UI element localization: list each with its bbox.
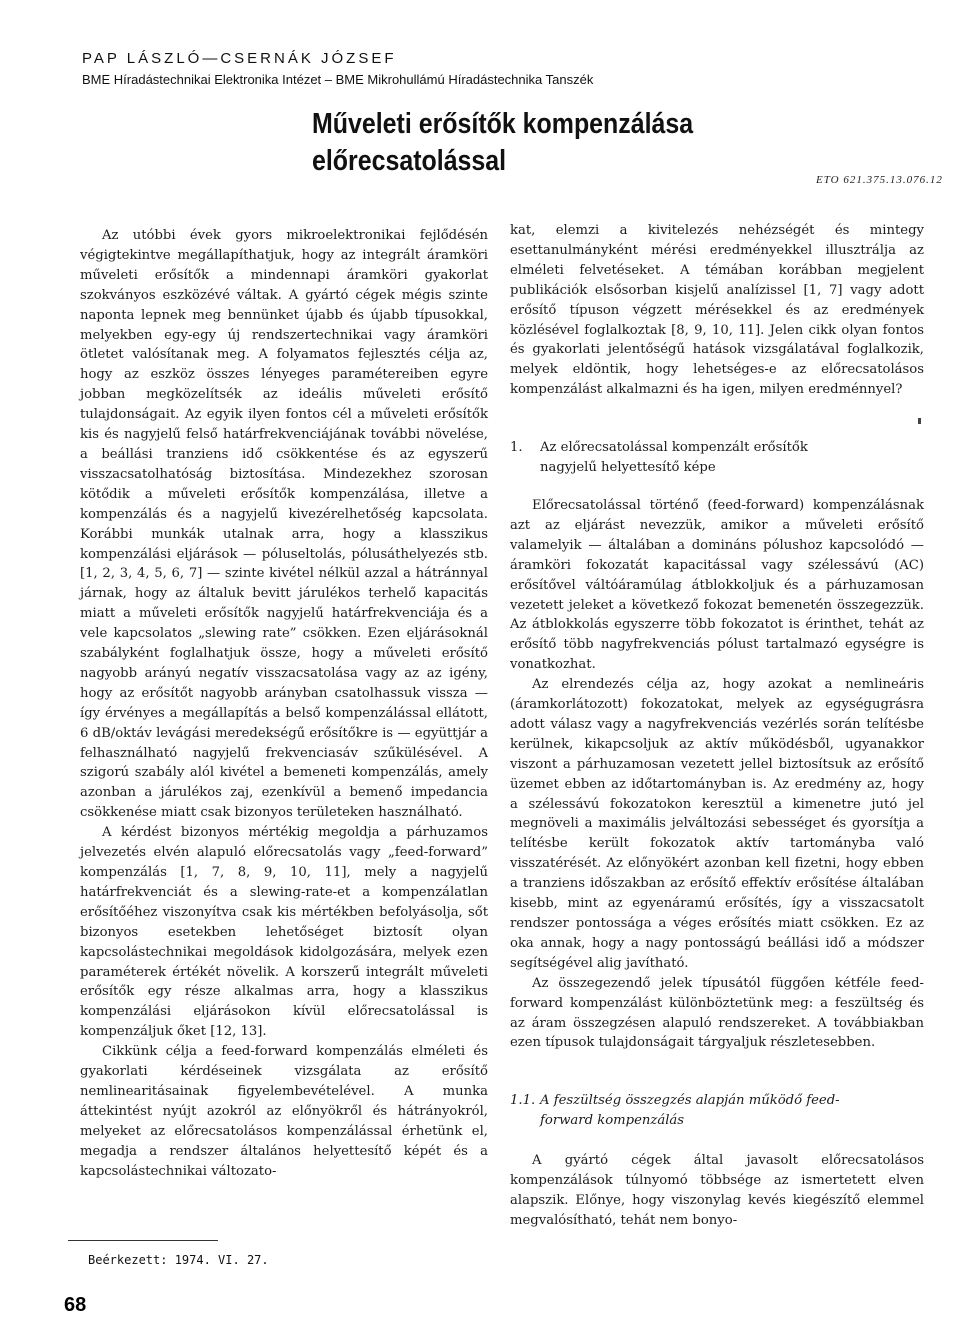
received-date: Beérkezett: 1974. VI. 27. — [88, 1253, 269, 1267]
authors-line: PAP LÁSZLÓ—CSERNÁK JÓZSEF — [82, 50, 397, 67]
section-1-heading — [510, 438, 924, 478]
affiliation-line: BME Híradástechnikai Elektronika Intézet – BME Mikrohullámú Híradástechnika Tanszék — [82, 72, 594, 87]
right-intro-paragraph: kat, elemzi a kivitelezés nehézségét és mintegy esettanulmányként mérési eredményekkel illusztrálja az elméleti felvetéseket. A témában korábban megjelent publikációk elsősorban kisjelű analízissel [1, 7] vagy adott erősítő típuson végzett mérésekkel és az eredmények közlésével foglalkoztak [8, 9, 10, 11]. Jelen cikk olyan fontos és gyakorlati jelentőségű hatások vizsgálatával foglalkozik, melyek eldöntik, hogy lehetséges-e az előrecsatolásos kompenzálást alkalmazni és ha igen, milyen eredménnyel? — [510, 223, 924, 398]
subsection-1-1-title-line-2: forward kompenzálás — [540, 1113, 685, 1129]
article-title — [312, 106, 693, 180]
section-1-paragraph-2: Az elrendezés célja az, hogy azokat a nemlineáris (áramkorlátozott) fokozatokat, melyek az egységugrásra adott válasz vagy a nagyfrekvenciás vezérlés során telítésbe kerülnek, kikapcsoljuk az aktív működésből, ugyanakkor viszont a párhuzamosan vezetett jellel biztosítsuk az erősítő üzemet ebben az időtartományban is. Az eredmény az, hogy a szélessávú fokozatokon keresztül a kimenetre jutó jel megnöveli a maximális jelváltozási sebességet és gyorsítja a telítésbe került fokozatok aktív tartományba való visszatérését. Az előnyökért azonban kell fizetni, hogy ebben a tranziens időszakban az erősítő effektív erősítése általában kisebb, mint az egyenáramú erősítés, így a visszacsatolt rendszer pontossága a véges erősítés miatt csökken. Ez az oka annak, hogy a nagy pontosságú beállási idő a módszer segítségével alig javítható. — [510, 677, 924, 971]
right-column — [510, 221, 924, 1231]
section-1-number: 1. — [510, 440, 523, 456]
subsection-1-1-heading — [510, 1091, 924, 1131]
section-1-title-line-1: Az előrecsatolással kompenzált erősítők — [540, 440, 808, 456]
section-1-paragraph-1: Előrecsatolással történő (feed-forward) kompenzálásnak azt az eljárást nevezzük, amikor a műveleti erősítő valamelyik — általában a domináns pólushoz kapcsolódó — áramköri fokozatát kapacitással vagy szélessávú (AC) erősítővel váltóáramúlag átblokkoljuk és a párhuzamosan vezetett jeleket a következő fokozat bemenetén összegezzük. Az átblokkolás egyszerre több fokozatot is érinthet, tehát az erősítő több nagyfrekvenciás pólust tartalmazó egységre is vonatkozhat. — [510, 497, 924, 673]
left-paragraph-3: Cikkünk célja a feed-forward kompenzálás elméleti és gyakorlati kérdéseinek vizsgálata az erősítő nemlinearitásainak figyelembevételével. A munka áttekintést nyújt azokról az előnyökről és hátrányokról, melyeket az előrecsatolásos kompenzálással érhetünk el, megadja a rendszer általános helyettesítő képét és a kapcsolástechnikai változato- — [80, 1044, 488, 1179]
footnote-rule — [68, 1240, 218, 1241]
scan-speck — [918, 418, 921, 424]
section-1-paragraph-3: Az összegezendő jelek típusától függően kétféle feed-forward kompenzálást különböztetünk meg: a feszültség és az áram összegzésen alapuló rendszereket. A továbbiakban ezen típusok tulajdonságait tárgyaljuk részletesebben. — [510, 975, 924, 1051]
left-paragraph-1: Az utóbbi évek gyors mikroelektronikai fejlődésén végigtekintve megállapíthatjuk, hogy az integrált áramköri műveleti erősítők a mindennapi áramköri gyakorlat szokványos eszközévé váltak. A gyártó cégek mégis szinte naponta lepnek meg bennünket újabb és újabb típusokkal, melyekben egy-egy új rendszertechnikai vagy áramköri ötletet valósítanak meg. A folyamatos fejlesztés célja az, hogy az eszköz összes lényeges paramétereiben egyre jobban megközelítsék az ideális műveleti erősítő tulajdonságait. Az egyik ilyen fontos cél a műveleti erősítők kis és nagyjelű felső határfrekvenciájának további növelése, a beállási tranziens idő csökkentése és az egyszerű visszacsatolhatóság biztosítása. Mindezekhez szorosan kötődik a műveleti erősítők kompenzálása, illetve a kompenzálás és a nagyjelű kivezérelhetőség kapcsolata. Korábbi munkák utalnak arra, hogy a klasszikus kompenzálási eljárások — póluseltolás, pólusáthelyezés stb. [1, 2, 3, 4, 5, 6, 7] — szinte kivétel nélkül azzal a hátránnyal járnak, hogy az általuk bevitt járulékos terhelő kapacitás miatt a műveleti erősítők nagyjelű határfrekvenciája és a vele kapcsolatos „slewing rate” csökken. Ezen eljárásoknál szabályként foglalhatjuk össze, hogy a műveleti erősítő nagyobb arányú negatív visszacsatolása vagy az az igény, hogy az erősítőt nagyobb arányban csatolhassuk vissza — így érvényes a megállapítás a belső kompenzálással ellátott, 6 dB/oktáv levágási meredekségű erősítőkre is — együttjár a felhasználható nagyjelű frekvenciasáv szűkülésével. A szigorú szabály alól kivétel a bemeneti kompenzálás, amely azonban a járulékos zaj, ezenkívül a bemenő impedancia csökkenése miatt csak bizonyos területeken használható. — [80, 228, 488, 821]
left-paragraph-2: A kérdést bizonyos mértékig megoldja a párhuzamos jelvezetés elvén alapuló előrecsatolás vagy „feed-forward” kompenzálás [1, 7, 8, 9, 10, 11], mely a nagyjelű határfrekvenciát és a slewing-rate-et a kompenzálatlan erősítőéhez viszonyítva csak kis mértékben befolyásolja, sőt bizonyos esetekben lehetőséget biztosít olyan kapcsolástechnikai megoldások kidolgozására, melyek ezen paraméterek értékét növelik. A korszerű integrált műveleti erősítők egy része alkalmas arra, hogy a klasszikus kompenzálási eljárásokon kívül előrecsatolással is kompenzáljuk őket [12, 13]. — [80, 825, 488, 1040]
page-number: 68 — [64, 1294, 87, 1316]
subsection-1-1-title-line-1: A feszültség összegzés alapján működő feed- — [540, 1093, 840, 1109]
left-column — [80, 226, 488, 1182]
udc-code: ETO 621.375.13.076.12 — [816, 174, 943, 186]
title-line-1: Műveleti erősítők kompenzálása — [312, 108, 694, 140]
title-line-2: előrecsatolással — [312, 145, 507, 177]
section-1-title-line-2: nagyjelű helyettesítő képe — [540, 460, 716, 476]
subsection-1-1-number: 1.1. — [510, 1093, 536, 1109]
subsection-1-1-paragraph: A gyártó cégek által javasolt előrecsatolásos kompenzálások túlnyomó többsége az ismertetett elven alapszik. Előnye, hogy viszonylag kevés kiegészítő elemmel megvalósítható, tehát nem bonyo- — [510, 1153, 924, 1228]
